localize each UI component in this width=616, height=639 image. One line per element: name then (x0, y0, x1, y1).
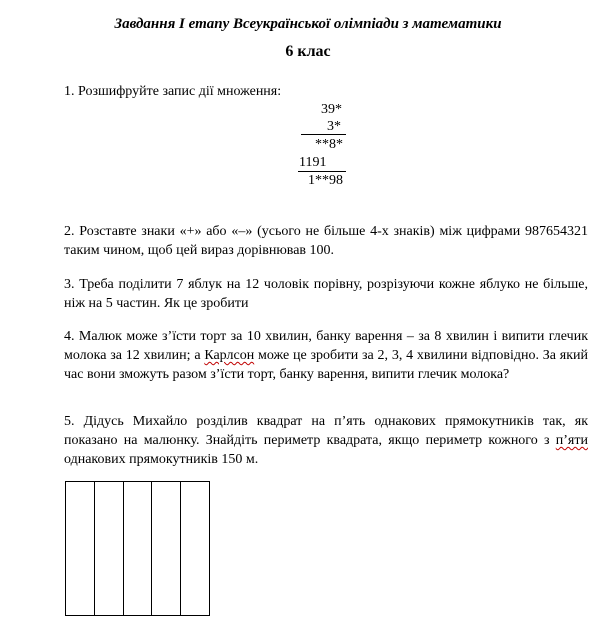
rectangle (124, 482, 153, 615)
task-4-spellcheck-word: Карлсон (204, 348, 255, 363)
rectangle (66, 482, 95, 615)
task-1-text: 1. Розшифруйте запис дії множення: (64, 84, 282, 99)
rectangle (181, 482, 209, 615)
task-5-spellcheck-word: п’яти (555, 433, 588, 448)
partial-product-2: 1191 (299, 155, 327, 170)
rectangle (152, 482, 181, 615)
task-4-part-1: 4. Малюк може з’їсти торт за 10 хвилин, банку варення – за 8 хвилин і випити глечик молока за 12 хвилин; а (64, 329, 588, 363)
task-4-part-2: може це зробити за 2, 3, 4 хвилини відповідно. За який час вони зможуть разом з’їсти торт, банку варення, випити глечик молока? (64, 348, 588, 382)
task-5-part-2: однакових прямокутників 150 м. (64, 452, 259, 467)
task-3-text: 3. Треба поділити 7 яблук на 12 чоловік порівну, розрізуючи кожне яблуко не більше, ніж на 5 частин. Як це зробити (64, 277, 588, 311)
square-figure (65, 481, 210, 616)
page-title: Завдання І етапу Всеукраїнської олімпіади з математики (114, 16, 502, 32)
multiplication-line (301, 134, 346, 135)
rectangle (95, 482, 124, 615)
product-result: 1**98 (308, 173, 343, 188)
task-5-part-1: 5. Дідусь Михайло розділив квадрат на п’ять однакових прямокутників так, як показано на малюнку. Знайдіть периметр квадрата, якщо периметр кожного з (64, 414, 588, 448)
task-4-text (64, 327, 588, 384)
grade-heading: 6 клас (285, 43, 331, 60)
multiplier: 3* (327, 119, 341, 134)
task-2-text: 2. Розставте знаки «+» або «–» (усього не більше 4-х знаків) між цифрами 987654321 таким чином, щоб цей вираз дорівнював 100. (64, 224, 588, 258)
task-5-text (64, 412, 588, 469)
partial-product-1: **8* (315, 137, 343, 152)
multiplicand: 39* (321, 102, 342, 117)
